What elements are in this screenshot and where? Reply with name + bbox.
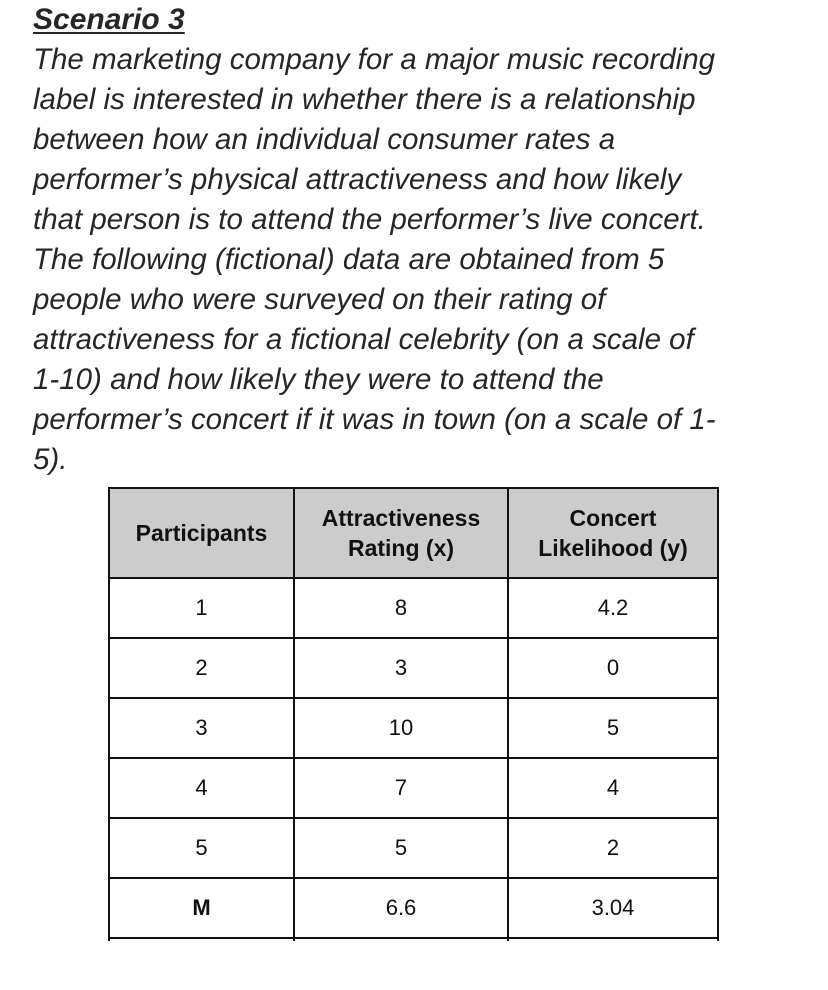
table-tail-cell: [508, 938, 718, 941]
cell-attractiveness: 7: [294, 758, 508, 818]
cell-attractiveness: 10: [294, 698, 508, 758]
table-row: [109, 578, 718, 638]
description-line: between how an individual consumer rates a: [33, 123, 616, 156]
description-line: performer’s concert if it was in town (on a scale of 1-: [33, 403, 716, 436]
cell-participant: 3: [109, 698, 294, 758]
table-tail-row: [109, 938, 718, 941]
mean-row: [109, 878, 718, 938]
cell-concert-likelihood: 0: [508, 638, 718, 698]
cell-participant: 5: [109, 818, 294, 878]
description-line: attractiveness for a fictional celebrity (on a scale of: [33, 323, 694, 356]
header-attractiveness: [294, 488, 508, 578]
description-line: The marketing company for a major music recording: [33, 43, 716, 76]
cell-attractiveness: 8: [294, 578, 508, 638]
table-tail-cell: [109, 938, 294, 941]
cell-concert-likelihood: 5: [508, 698, 718, 758]
cell-attractiveness: 5: [294, 818, 508, 878]
header-participants: [109, 488, 294, 578]
scenario-title: Scenario 3: [33, 3, 185, 36]
scenario-description: [33, 40, 813, 480]
table-header-row: [109, 488, 718, 578]
description-line: 1-10) and how likely they were to attend the: [33, 363, 604, 396]
data-table: [108, 487, 719, 941]
header-text: Concert: [569, 505, 657, 531]
cell-concert-likelihood: 4: [508, 758, 718, 818]
table-row: [109, 638, 718, 698]
table-row: [109, 818, 718, 878]
cell-attractiveness: 3: [294, 638, 508, 698]
header-text: Participants: [135, 520, 268, 546]
cell-mean-concert-likelihood: 3.04: [508, 878, 718, 938]
table-tail-cell: [294, 938, 508, 941]
header-text: Rating (x): [347, 535, 455, 561]
description-line: that person is to attend the performer’s live concert.: [33, 203, 706, 236]
cell-mean-attractiveness: 6.6: [294, 878, 508, 938]
header-text: Attractiveness: [321, 505, 481, 531]
header-concert-likelihood: [508, 488, 718, 578]
cell-concert-likelihood: 4.2: [508, 578, 718, 638]
table-row: [109, 698, 718, 758]
cell-concert-likelihood: 2: [508, 818, 718, 878]
header-text: Likelihood (y): [538, 535, 688, 561]
table-row: [109, 758, 718, 818]
cell-mean-label: M: [109, 878, 294, 938]
cell-participant: 4: [109, 758, 294, 818]
description-line: The following (fictional) data are obtained from 5: [33, 243, 665, 276]
description-line: people who were surveyed on their rating of: [33, 283, 606, 316]
cell-participant: 2: [109, 638, 294, 698]
description-line: 5).: [33, 443, 68, 476]
cell-participant: 1: [109, 578, 294, 638]
description-line: performer’s physical attractiveness and how likely: [33, 163, 682, 196]
description-line: label is interested in whether there is a relationship: [33, 83, 696, 116]
